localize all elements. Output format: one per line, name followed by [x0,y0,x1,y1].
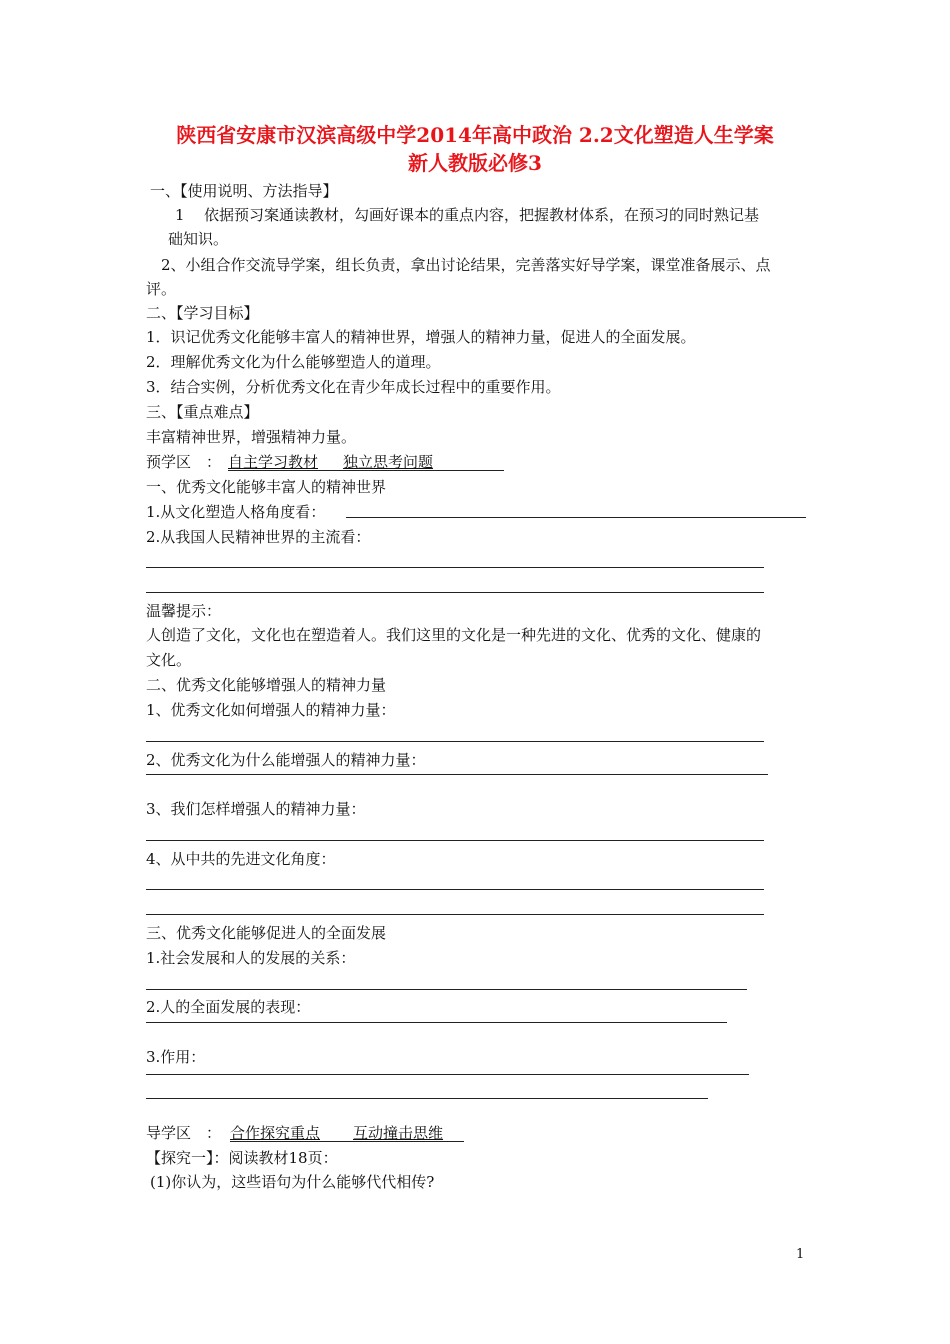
answer-line [146,1074,749,1075]
preview-underline [228,470,504,471]
section-3-question-1: 1.社会发展和人的发展的关系： [146,949,356,967]
answer-line [146,567,764,568]
instruction-1-text: 依据预习案通读教材，勾画好课本的重点内容，把握教材体系，在预习的同时熟记基 [204,206,760,224]
section-1-question-1: 1.从文化塑造人格角度看： [146,503,326,521]
section-3-question-2: 2.人的全面发展的表现： [146,998,311,1016]
section-1-question-2: 2.从我国人民精神世界的主流看： [146,528,371,546]
answer-line [146,989,747,990]
goals-heading: 二、【学习目标】 [146,304,259,322]
instruction-1-number: 1 [175,206,185,224]
answer-line [146,1098,708,1099]
section-2-question-2: 2、优秀文化为什么能增强人的精神力量： [146,751,426,769]
section-1-heading: 一、优秀文化能够丰富人的精神世界 [146,478,387,496]
answer-line [146,914,764,915]
document-title-line-2: 新人教版必修3 [408,151,542,175]
page-number: 1 [796,1247,805,1262]
guide-area-item-2: 互动撞击思维 [353,1124,444,1142]
answer-line [146,1022,727,1023]
section-2-question-3: 3、我们怎样增强人的精神力量： [146,800,366,818]
instruction-1-text-cont: 础知识。 [168,230,229,248]
guide-area-label: 导学区 ： [146,1124,222,1142]
goal-1: 1．识记优秀文化能够丰富人的精神世界，增强人的精神力量，促进人的全面发展。 [146,328,696,346]
goal-2: 2．理解优秀文化为什么能够塑造人的道理。 [146,353,441,371]
preview-area-item-2: 独立思考问题 [343,453,434,471]
document-title-line-1: 陕西省安康市汉滨高级中学2014年高中政治 2.2文化塑造人生学案 [176,123,774,147]
answer-line [146,840,764,841]
section-3-heading: 三、优秀文化能够促进人的全面发展 [146,924,387,942]
section-2-question-4: 4、从中共的先进文化角度： [146,850,336,868]
goal-3: 3．结合实例，分析优秀文化在青少年成长过程中的重要作用。 [146,378,561,396]
tip-text-cont: 文化。 [146,651,192,669]
answer-line [346,517,806,518]
instruction-2-text-cont: 评。 [146,280,177,298]
preview-area-item-1: 自主学习教材 [228,453,319,471]
answer-line [146,889,764,890]
section-3-question-3: 3.作用： [146,1048,206,1066]
guide-area-item-1: 合作探究重点 [230,1124,321,1142]
answer-line [146,592,764,593]
key-points-text: 丰富精神世界，增强精神力量。 [146,428,357,446]
instructions-heading: 一、【使用说明、方法指导】 [150,182,338,200]
section-2-heading: 二、优秀文化能够增强人的精神力量 [146,676,387,694]
tip-label: 温馨提示： [146,602,222,620]
instruction-2-text: 2、小组合作交流导学案，组长负责，拿出讨论结果，完善落实好导学案，课堂准备展示、点 [161,256,771,274]
guide-underline [230,1141,464,1142]
key-points-heading: 三、【重点难点】 [146,403,259,421]
section-2-question-1: 1、优秀文化如何增强人的精神力量： [146,701,396,719]
tip-text: 人创造了文化，文化也在塑造着人。我们这里的文化是一种先进的文化、优秀的文化、健康的 [146,626,762,644]
preview-area-label: 预学区 ： [146,453,222,471]
explore-1-question-1: (1)你认为，这些语句为什么能够代代相传? [150,1173,435,1191]
answer-line [146,774,768,775]
explore-1-heading: 【探究一】：阅读教材18页： [146,1149,338,1167]
answer-line [146,741,764,742]
